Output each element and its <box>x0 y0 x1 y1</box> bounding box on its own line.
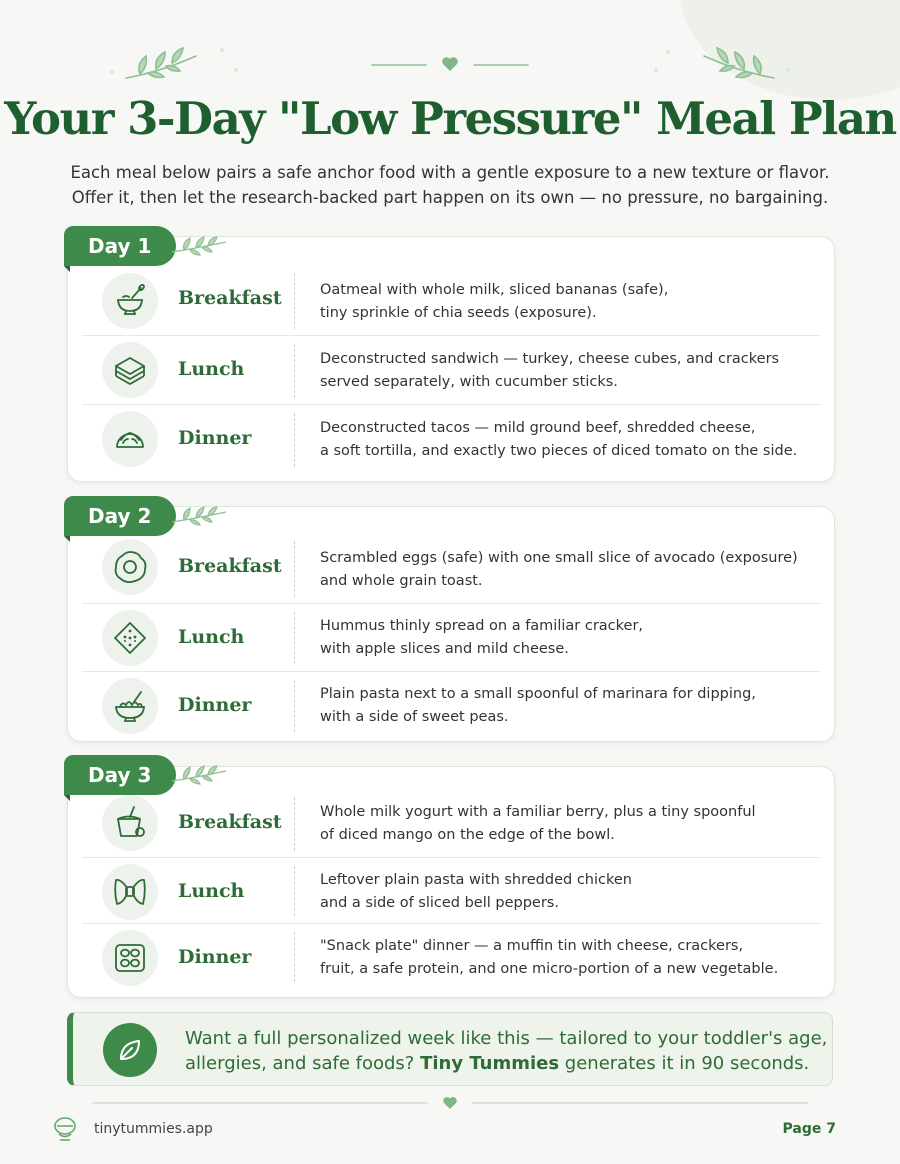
meal-name: Breakfast <box>178 287 282 309</box>
meal-name: Dinner <box>178 427 252 449</box>
bowtie-pasta-icon <box>102 864 158 920</box>
meal-row-day1-lunch <box>82 335 820 406</box>
meal-line: fruit, a safe protein, and one micro-portion of a new vegetable. <box>320 960 779 977</box>
cracker-icon <box>102 610 158 666</box>
intro-line: Each meal below pairs a safe anchor food with a gentle exposure to a new texture or flavor. <box>70 163 830 182</box>
meal-name: Dinner <box>178 946 252 968</box>
meal-line: Plain pasta next to a small spoonful of marinara for dipping, <box>320 686 756 702</box>
cta-line <box>185 1051 810 1076</box>
day-3-card <box>67 766 835 998</box>
tiny-tummies-logo-icon <box>50 1113 80 1143</box>
meal-name: Breakfast <box>178 555 282 577</box>
meal-row-day2-breakfast <box>82 535 820 605</box>
day-2-tab: Day 2 <box>64 496 176 536</box>
meal-row-day1-dinner <box>82 404 820 475</box>
meal-description <box>320 801 820 846</box>
page-number: Page 7 <box>782 1121 836 1137</box>
cta-line: Want a full personalized week like this — tailored to your toddler's age, <box>185 1028 828 1049</box>
meal-line: Scrambled eggs (safe) with one small slice of avocado (exposure) <box>320 550 798 566</box>
meal-name: Dinner <box>178 694 252 716</box>
meal-description <box>320 417 820 462</box>
day-3-tab: Day 3 <box>64 755 176 795</box>
meal-name: Lunch <box>178 358 245 380</box>
meal-row-day1-breakfast <box>82 267 820 337</box>
day-1-tab: Day 1 <box>64 226 176 266</box>
divider <box>294 273 295 329</box>
intro-line: Offer it, then let the research-backed part happen on its own — no pressure, no bargaining. <box>71 188 829 207</box>
meal-line: "Snack plate" dinner — a muffin tin with cheese, crackers, <box>320 938 744 954</box>
meal-line: Whole milk yogurt with a familiar berry, plus a tiny spoonful <box>320 804 756 820</box>
footer-site: tinytummies.app <box>94 1121 213 1137</box>
day-1-card <box>67 236 835 482</box>
meal-description <box>320 615 820 660</box>
meal-line: tiny sprinkle of chia seeds (exposure). <box>320 304 597 321</box>
divider <box>294 413 295 467</box>
brand-name: Tiny Tummies <box>420 1053 560 1074</box>
meal-line: Leftover plain pasta with shredded chicken <box>320 872 632 888</box>
cta-banner <box>67 1012 833 1086</box>
sprig-icon <box>170 234 230 258</box>
meal-name: Lunch <box>178 880 245 902</box>
divider <box>294 680 295 732</box>
cta-line-text: allergies, and safe foods? <box>185 1053 421 1074</box>
sprig-icon <box>170 504 230 528</box>
meal-row-day3-breakfast <box>82 791 820 859</box>
meal-line: Hummus thinly spread on a familiar cracker, <box>320 618 644 634</box>
meal-description <box>320 348 820 393</box>
meal-line: with apple slices and mild cheese. <box>320 640 569 657</box>
intro-text <box>60 160 840 210</box>
cta-line-text: generates it in 90 seconds. <box>559 1053 810 1074</box>
cta-text <box>185 1026 828 1076</box>
meal-row-day3-dinner <box>82 923 820 990</box>
meal-row-day2-lunch <box>82 603 820 672</box>
fried-egg-icon <box>102 539 158 595</box>
yogurt-cup-icon <box>102 795 158 851</box>
oatmeal-bowl-icon <box>102 273 158 329</box>
leaf-icon <box>103 1023 157 1077</box>
divider <box>294 932 295 982</box>
meal-line: with a side of sweet peas. <box>320 708 509 725</box>
divider <box>294 866 295 916</box>
meal-line: Deconstructed tacos — mild ground beef, shredded cheese, <box>320 420 756 436</box>
pasta-bowl-icon <box>102 678 158 734</box>
divider <box>294 344 295 398</box>
meal-description <box>320 683 820 728</box>
meal-name: Lunch <box>178 626 245 648</box>
sandwich-icon <box>102 342 158 398</box>
taco-icon <box>102 411 158 467</box>
meal-description <box>320 279 820 324</box>
header-ornament <box>0 44 900 84</box>
meal-line: and a side of sliced bell peppers. <box>320 894 559 911</box>
day-2-card <box>67 506 835 742</box>
meal-line: served separately, with cucumber sticks. <box>320 373 618 390</box>
meal-line: Oatmeal with whole milk, sliced bananas (safe), <box>320 282 669 298</box>
muffin-tin-icon <box>102 930 158 986</box>
meal-description <box>320 935 820 980</box>
meal-line: Deconstructed sandwich — turkey, cheese cubes, and crackers <box>320 351 780 367</box>
meal-description <box>320 869 820 914</box>
meal-line: and whole grain toast. <box>320 572 483 589</box>
meal-line: a soft tortilla, and exactly two pieces of diced tomato on the side. <box>320 442 798 459</box>
divider <box>294 612 295 664</box>
meal-row-day2-dinner <box>82 671 820 740</box>
meal-description <box>320 547 820 592</box>
meal-name: Breakfast <box>178 811 282 833</box>
footer-ornament <box>0 1094 900 1112</box>
page-title: Your 3-Day "Low Pressure" Meal Plan <box>4 92 896 145</box>
divider <box>294 541 295 597</box>
meal-row-day3-lunch <box>82 857 820 924</box>
sprig-icon <box>170 763 230 787</box>
divider <box>294 797 295 851</box>
meal-line: of diced mango on the edge of the bowl. <box>320 826 615 843</box>
